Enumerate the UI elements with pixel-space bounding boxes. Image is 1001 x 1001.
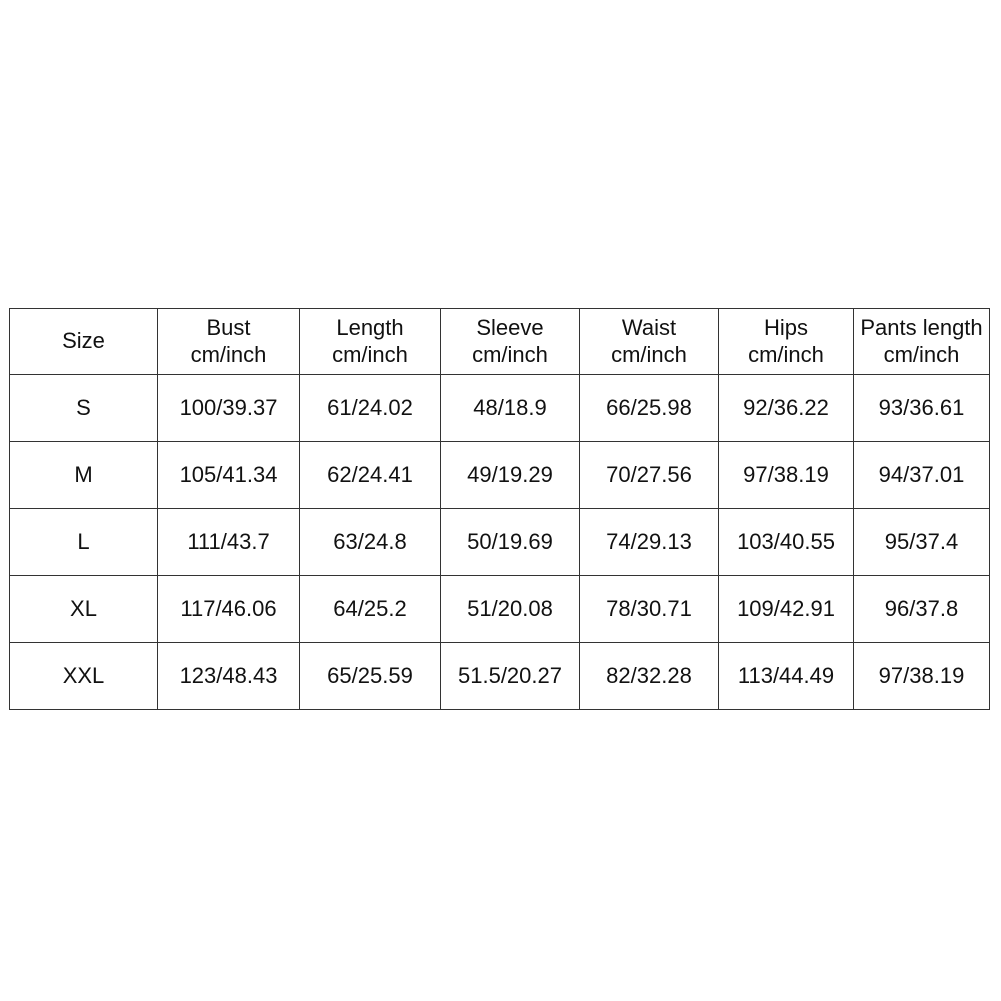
bust-cell: 123/48.43 [158,643,300,710]
header-hips [719,309,854,375]
bust-cell: 105/41.34 [158,442,300,509]
bust-cell: 111/43.7 [158,509,300,576]
sleeve-cell: 48/18.9 [441,375,580,442]
waist-cell: 78/30.71 [580,576,719,643]
size-cell: S [10,375,158,442]
size-cell: L [10,509,158,576]
size-chart-table [9,308,990,710]
header-unit: cm/inch [472,341,548,367]
pants-length-cell: 93/36.61 [854,375,990,442]
header-label: Bust [206,315,251,341]
size-cell: XL [10,576,158,643]
header-row [10,309,990,375]
hips-cell: 113/44.49 [719,643,854,710]
sleeve-cell: 49/19.29 [441,442,580,509]
pants-length-cell: 96/37.8 [854,576,990,643]
hips-cell: 92/36.22 [719,375,854,442]
pants-length-cell: 94/37.01 [854,442,990,509]
length-cell: 61/24.02 [300,375,441,442]
sleeve-cell: 50/19.69 [441,509,580,576]
header-unit: cm/inch [883,341,960,367]
table-row [10,576,990,643]
header-unit: cm/inch [748,341,824,367]
size-cell: XXL [10,643,158,710]
waist-cell: 70/27.56 [580,442,719,509]
header-label: Waist [621,315,677,341]
hips-cell: 103/40.55 [719,509,854,576]
header-length [300,309,441,375]
header-sleeve [441,309,580,375]
bust-cell: 117/46.06 [158,576,300,643]
header-size [10,309,158,375]
sleeve-cell: 51/20.08 [441,576,580,643]
header-pants-length [854,309,990,375]
table-row [10,442,990,509]
length-cell: 65/25.59 [300,643,441,710]
pants-length-cell: 97/38.19 [854,643,990,710]
length-cell: 62/24.41 [300,442,441,509]
size-cell: M [10,442,158,509]
hips-cell: 97/38.19 [719,442,854,509]
sleeve-cell: 51.5/20.27 [441,643,580,710]
length-cell: 63/24.8 [300,509,441,576]
table-row [10,643,990,710]
waist-cell: 74/29.13 [580,509,719,576]
header-label: Size [62,328,105,354]
header-unit: cm/inch [611,341,687,367]
header-label: Length [336,315,404,341]
pants-length-cell: 95/37.4 [854,509,990,576]
length-cell: 64/25.2 [300,576,441,643]
header-bust [158,309,300,375]
waist-cell: 66/25.98 [580,375,719,442]
table-row [10,375,990,442]
header-label: Sleeve [476,315,544,341]
header-waist [580,309,719,375]
waist-cell: 82/32.28 [580,643,719,710]
table-row [10,509,990,576]
header-label: Pants length [860,315,983,341]
header-unit: cm/inch [332,341,408,367]
header-label: Hips [763,315,808,341]
bust-cell: 100/39.37 [158,375,300,442]
hips-cell: 109/42.91 [719,576,854,643]
header-unit: cm/inch [190,341,267,367]
